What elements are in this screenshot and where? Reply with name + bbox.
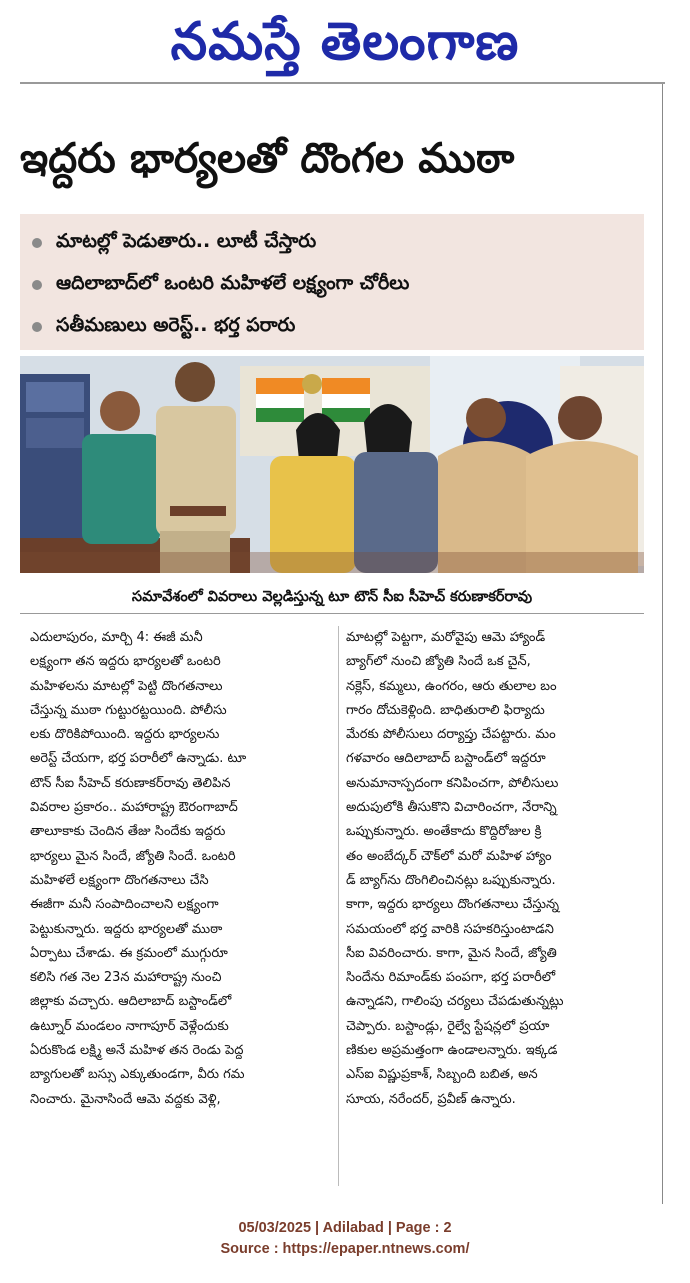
article-line: ఉన్నాడని, గాలింపు చర్యలు చేపడుతున్నట్లు [346,994,564,1010]
clipping-right-border [662,84,663,1204]
footer-date-line: 05/03/2025 | Adilabad | Page : 2 [238,1220,452,1236]
highlight-text: మాటల్లో పెడుతారు.. లూటీ చేస్తారు [56,229,317,252]
highlights-box [20,214,644,350]
article-line: సూయ, నరేందర్, ప్రవీణ్ ఉన్నారు. [346,1091,516,1107]
article-line: మాటల్లో పెట్టగా, మరోవైపు ఆమె హ్యాండ్ [346,630,546,645]
article-line: సమయంలో భర్త వారికి సహకరిస్తుంటాడని [346,921,554,937]
article-line: నించారు. మైనాసిందే ఆమె వద్దకు వెళ్లి, [30,1091,221,1107]
newspaper-masthead [0,6,690,78]
article-line: టౌన్ సీఐ సీహెచ్ కరుణాకర్‌రావు తెలిపిన [30,775,231,791]
article-line: అనుమానాస్పదంగా కనిపించగా, పోలీసులు [346,775,559,791]
article-line: బ్యాగులతో బస్సు ఎక్కుతుండగా, వీరు గమ [30,1067,245,1083]
article-line: జిల్లాకు వచ్చారు. ఆదిలాబాద్ బస్టాండ్‌లో [30,994,232,1010]
article-line: భార్యలు మైన సిందే, జ్యోతి సిందే. ఒంటరి [30,848,236,864]
photo-illustration [20,356,644,573]
article-line: ఎదులాపురం, మార్చి 4: ఈజీ మనీ [30,630,203,645]
article-line: సిందేను రిమాండ్‌కు పంపగా, భర్త పరారీలో [346,970,556,986]
article-line: పెట్టుకున్నారు. ఇద్దరు భార్యలతో ముఠా [30,921,223,937]
footer-source-link[interactable]: Source : https://epaper.ntnews.com/ [220,1241,470,1257]
article-line: చెప్పారు. బస్టాండ్లు, రైల్వే స్టేషన్లలో ప్రయా [346,1018,550,1034]
bullet-icon [32,280,42,290]
article-line: అరెస్ట్ చేయగా, భర్త పరారీలో ఉన్నాడు. టూ [30,751,247,767]
article-line: కలిసి గత నెల 23న మహారాష్ట్ర నుంచి [30,970,222,986]
article-line: ణికుల అప్రమత్తంగా ఉండాలన్నారు. ఇక్కడ [346,1043,558,1059]
bullet-icon [32,238,42,248]
article-line: అదుపులోకి తీసుకొని విచారించగా, నేరాన్ని [346,800,557,816]
article-column-right [346,626,644,1112]
article-line: గారం దోచుకెళ్లింది. బాధితురాలి ఫిర్యాదు [346,702,545,718]
article-line: లక్ష్యంగా తన ఇద్దరు భార్యలతో ఒంటరి [30,654,221,670]
press-meet-photo [20,356,644,573]
article-line: ఏరుకొండ లక్ష్మి అనే మహిళ తన రెండు పెద్ద [30,1043,244,1059]
article-line: ఏర్పాటు చేశాడు. ఈ క్రమంలో ముగ్గురూ [30,945,228,961]
article-line: మహిళలే లక్ష్యంగా దొంగతనాలు చేసి [30,872,209,888]
highlight-text: సతీమణులు అరెస్ట్.. భర్త పరారు [56,313,296,336]
article-line: మేరకు పోలీసులు దర్యాప్తు చేపట్టారు. మం [346,727,556,743]
article-line: వివరాల ప్రకారం.. మహారాష్ట్ర ఔరంగాబాద్ [30,800,238,816]
article-line: కాగా, ఇద్దరు భార్యలు దొంగతనాలు చేస్తున్న [346,897,560,913]
highlight-text: ఆదిలాబాద్‌లో ఒంటరి మహిళలే లక్ష్యంగా చోరీలు [56,271,410,294]
article-line: నక్లెస్, కమ్మలు, ఉంగరం, ఆరు తులాల బం [346,678,557,694]
bullet-icon [32,322,42,332]
highlight-item [32,306,644,348]
article-line: ఎస్ఐ విష్ణుప్రకాశ్, సిబ్బంది బబిత, అన [346,1067,538,1083]
article-line: తం అంబేద్కర్ చౌక్‌లో మరో మహిళ హ్యాం [346,848,552,864]
article-line: ఒప్పుకున్నారు. అంతేకాదు కొద్దిరోజుల క్రి [346,824,542,840]
article-line: చేస్తున్న ముఠా గుట్టురట్టయింది. పోలీసు [30,702,227,718]
article-line: ఈజీగా మనీ సంపాదించాలని లక్ష్యంగా [30,897,219,913]
article-line: తాలూకాకు చెందిన తేజు సిందేకు ఇద్దరు [30,824,226,840]
highlight-item [32,264,644,306]
article-line: గళవారం ఆదిలాబాద్ బస్టాండ్‌లో ఇద్దరూ [346,751,546,767]
column-divider [338,626,339,1186]
article-line: సీఐ వివరించారు. కాగా, మైన సిందే, జ్యోతి [346,945,557,961]
article-line: ఉట్నూర్ మండలం నాగాపూర్ వెళ్లేందుకు [30,1018,229,1034]
article-line: డ్ బ్యాగ్‌ను దొంగిలించినట్లు ఒప్పుకున్నారు. [346,872,556,888]
article-line: లకు దొరికిపోయింది. ఇద్దరు భార్యలను [30,727,220,743]
masthead-title: నమస్తే తెలంగాణ [170,12,520,72]
photo-caption: సమావేశంలో వివరాలు వెల్లడిస్తున్న టూ టౌన్ సీఐ సీహెచ్ కరుణాకర్‌రావు [20,580,644,614]
article-headline: ఇద్దరు భార్యలతో దొంగల ముఠా [20,134,515,182]
article-line: బ్యాగ్‌లో నుంచి జ్యోతి సిందే ఒక చైన్, [346,654,531,670]
article-column-left [30,626,328,1112]
article-line: మహిళలను మాటల్లో పెట్టి దొంగతనాలు [30,678,223,694]
header-rule [20,82,665,84]
highlight-item [32,222,644,264]
